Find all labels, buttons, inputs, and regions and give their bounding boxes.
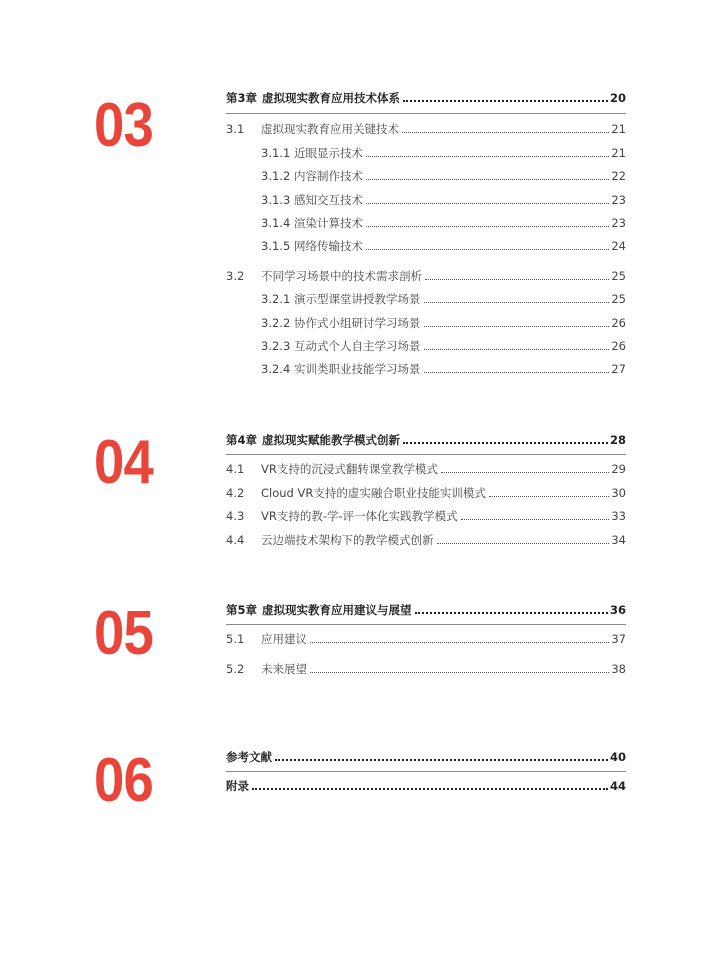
toc-entry-title: 附录 [226, 779, 249, 793]
toc-chapter-entry[interactable] [226, 778, 626, 794]
toc-subsection-entry[interactable] [261, 338, 626, 354]
toc-subsection-entry[interactable] [261, 215, 626, 231]
toc-entry-page: 37 [611, 632, 626, 646]
toc-entry-title: VR支持的教-学-评一体化实践教学模式 [261, 509, 458, 523]
toc-entry-page: 38 [611, 662, 626, 676]
toc-entry-title: 协作式小组研讨学习场景 [294, 316, 421, 330]
toc-entry-title: 应用建议 [261, 632, 307, 646]
toc-section-entry[interactable] [226, 485, 626, 501]
toc-entry-number: 第3章 [226, 91, 258, 105]
chapter-number-03: 03 [94, 91, 153, 160]
toc-entry-title: 感知交互技术 [294, 193, 363, 207]
toc-section-entry[interactable] [226, 461, 626, 477]
toc-entry-number: 第5章 [226, 603, 258, 617]
toc-entry-title: VR支持的沉浸式翻转课堂教学模式 [261, 462, 438, 476]
toc-entry-page: 29 [611, 462, 626, 476]
dot-leader [366, 156, 609, 157]
toc-subsection-entry[interactable] [261, 192, 626, 208]
dot-leader [366, 249, 609, 250]
dot-leader [402, 132, 609, 133]
dot-leader [366, 179, 609, 180]
toc-entry-number: 3.1.4 [261, 216, 291, 230]
toc-entry-number: 3.2.2 [261, 316, 291, 330]
dot-leader [310, 672, 609, 673]
toc-entry-title: 内容制作技术 [294, 169, 363, 183]
toc-section-entry[interactable] [226, 532, 626, 548]
toc-entry-number: 第4章 [226, 433, 258, 447]
toc-entry-page: 25 [611, 269, 626, 283]
dot-leader [366, 203, 609, 204]
dot-leader [441, 472, 610, 473]
chapter-number-05: 05 [94, 599, 153, 668]
dot-leader [252, 788, 608, 790]
toc-entry-number: 4.4 [226, 533, 245, 547]
toc-entry-page: 23 [611, 216, 626, 230]
dot-leader [489, 496, 609, 497]
toc-entry-page: 40 [609, 750, 626, 764]
toc-entry-title: 实训类职业技能学习场景 [294, 362, 421, 376]
chapter-divider [226, 454, 626, 455]
toc-entry-number: 3.1.5 [261, 239, 291, 253]
toc-entry-page: 22 [611, 169, 626, 183]
dot-leader [425, 279, 609, 280]
toc-entry-number: 5.2 [226, 662, 245, 676]
toc-entry-number: 4.1 [226, 462, 245, 476]
toc-chapter-entry[interactable] [226, 90, 626, 106]
toc-entry-page: 24 [611, 239, 626, 253]
toc-entry-title: 参考文献 [226, 750, 272, 764]
dot-leader [275, 759, 608, 761]
toc-entry-page: 21 [611, 146, 626, 160]
toc-entry-page: 36 [609, 603, 626, 617]
toc-entry-page: 33 [611, 509, 626, 523]
toc-subsection-entry[interactable] [261, 315, 626, 331]
chapter-number-06: 06 [94, 746, 153, 815]
toc-entry-title: 云边端技术架构下的教学模式创新 [261, 533, 434, 547]
toc-entry-number: 3.2 [226, 269, 245, 283]
toc-entry-number: 3.2.1 [261, 292, 291, 306]
toc-entry-page: 20 [609, 91, 626, 105]
toc-entry-title: 虚拟现实赋能教学模式创新 [262, 433, 401, 447]
toc-entry-number: 3.2.3 [261, 339, 291, 353]
dot-leader [310, 642, 609, 643]
toc-entry-number: 3.2.4 [261, 362, 291, 376]
toc-entry-number: 5.1 [226, 632, 245, 646]
toc-subsection-entry[interactable] [261, 168, 626, 184]
toc-entry-title: 不同学习场景中的技术需求剖析 [261, 269, 422, 283]
chapter-divider [226, 771, 626, 772]
chapter-divider [226, 624, 626, 625]
dot-leader [461, 519, 610, 520]
toc-entry-title: 网络传输技术 [294, 239, 363, 253]
dot-leader [415, 612, 608, 614]
toc-subsection-entry[interactable] [261, 238, 626, 254]
toc-chapter-entry[interactable] [226, 749, 626, 765]
toc-entry-page: 27 [611, 362, 626, 376]
toc-section-entry[interactable] [226, 661, 626, 677]
toc-entry-number: 3.1.1 [261, 146, 291, 160]
toc-entry-page: 25 [611, 292, 626, 306]
toc-section-entry[interactable] [226, 508, 626, 524]
chapter-number-04: 04 [94, 428, 153, 497]
toc-entry-page: 28 [609, 433, 626, 447]
dot-leader [424, 302, 610, 303]
toc-entry-page: 34 [611, 533, 626, 547]
toc-subsection-entry[interactable] [261, 361, 626, 377]
toc-entry-page: 30 [611, 486, 626, 500]
toc-subsection-entry[interactable] [261, 145, 626, 161]
toc-entry-title: Cloud VR支持的虚实融合职业技能实训模式 [261, 486, 486, 500]
toc-entry-title: 近眼显示技术 [294, 146, 363, 160]
toc-entry-title: 演示型课堂讲授教学场景 [294, 292, 421, 306]
dot-leader [424, 349, 610, 350]
dot-leader [403, 442, 608, 444]
dot-leader [424, 326, 610, 327]
toc-entry-title: 虚拟现实教育应用技术体系 [262, 91, 401, 105]
toc-entry-title: 互动式个人自主学习场景 [294, 339, 421, 353]
toc-entry-page: 26 [611, 316, 626, 330]
toc-entry-title: 未来展望 [261, 662, 307, 676]
dot-leader [403, 100, 608, 102]
toc-entry-title: 虚拟现实教育应用建议与展望 [262, 603, 412, 617]
toc-subsection-entry[interactable] [261, 291, 626, 307]
dot-leader [366, 226, 609, 227]
toc-chapter-entry[interactable] [226, 602, 626, 618]
toc-entry-title: 渲染计算技术 [294, 216, 363, 230]
toc-entry-title: 虚拟现实教育应用关键技术 [261, 122, 399, 136]
toc-entry-page: 23 [611, 193, 626, 207]
toc-entry-number: 4.2 [226, 486, 245, 500]
toc-entry-page: 44 [609, 779, 626, 793]
toc-section-entry[interactable] [226, 121, 626, 137]
chapter-divider [226, 113, 626, 114]
toc-section-entry[interactable] [226, 631, 626, 647]
toc-entry-number: 3.1 [226, 122, 245, 136]
toc-entry-page: 21 [611, 122, 626, 136]
toc-entry-number: 3.1.3 [261, 193, 291, 207]
toc-section-entry[interactable] [226, 268, 626, 284]
dot-leader [424, 372, 610, 373]
toc-chapter-entry[interactable] [226, 432, 626, 448]
toc-entry-number: 4.3 [226, 509, 245, 523]
toc-entry-page: 26 [611, 339, 626, 353]
toc-entry-number: 3.1.2 [261, 169, 291, 183]
dot-leader [437, 543, 610, 544]
